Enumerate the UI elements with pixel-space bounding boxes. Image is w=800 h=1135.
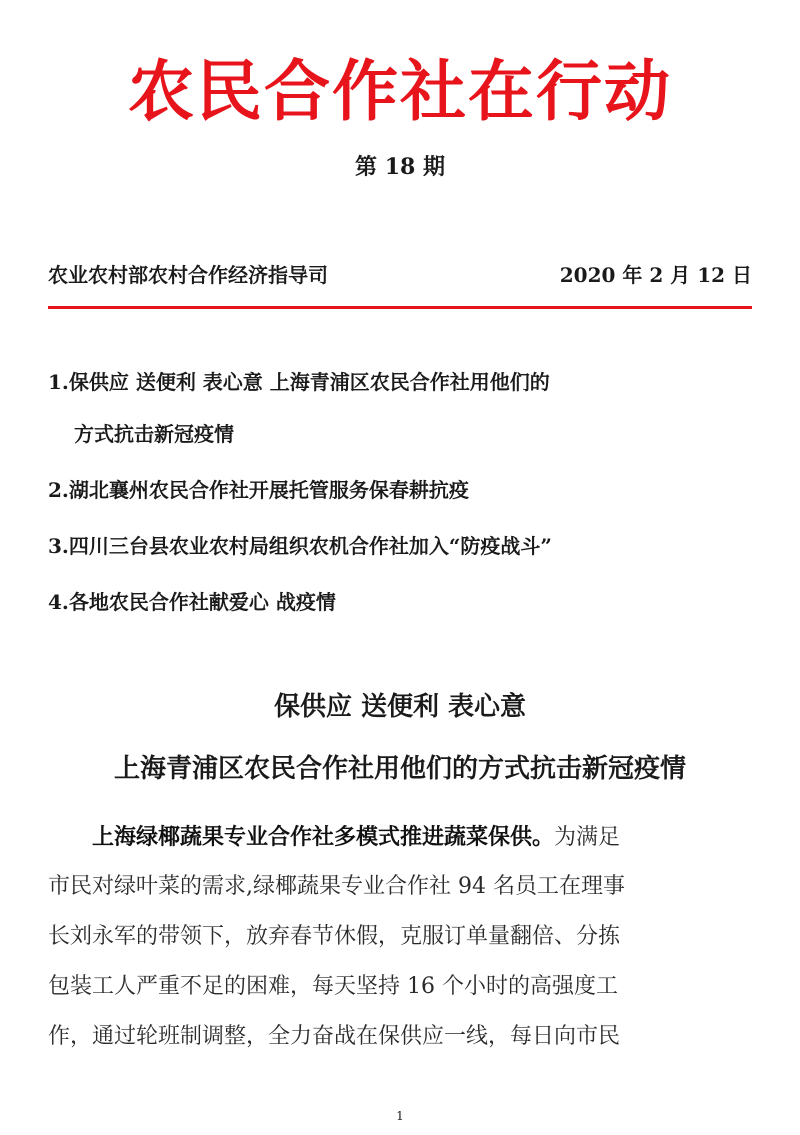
toc-item-1-line1: 1.保供应 送便利 表心意 上海青浦区农民合作社用他们的 [48,370,550,394]
article-subheadline: 上海青浦区农民合作社用他们的方式抗击新冠疫情 [113,754,686,784]
article-body [48,812,752,1062]
body-line-2: 市民对绿叶菜的需求,绿椰蔬果专业合作社 94 名员工在理事 [48,874,625,899]
body-line-4: 包装工人严重不足的困难，每天坚持 16 个小时的高强度工 [48,974,618,999]
toc-item-1-line2: 方式抗击新冠疫情 [74,422,234,446]
masthead-title: 农民合作社在行动 [128,53,672,130]
body-line-5: 作，通过轮班制调整，全力奋战在保供应一线，每日向市民 [48,1024,621,1049]
body-line-1-rest: 为满足 [554,825,621,850]
issue-number: 第 18 期 [355,154,445,180]
meta-row [48,258,752,292]
body-line-3: 长刘永军的带领下，放弃春节休假，克服订单量翻倍、分拣 [48,924,621,949]
article-headline: 保供应 送便利 表心意 [273,692,527,722]
body-line-1 [48,812,752,862]
toc-item-2[interactable]: 2.湖北襄州农民合作社开展托管服务保春耕抗疫 [48,478,469,502]
red-divider [48,306,752,309]
publish-date: 2020 年 2 月 12 日 [559,263,752,287]
toc-item-4[interactable]: 4.各地农民合作社献爱心 战疫情 [48,590,336,614]
page-number: 1 [396,1109,404,1123]
table-of-contents [48,368,752,644]
toc-item-3[interactable]: 3.四川三台县农业农村局组织农机合作社加入“防疫战斗” [48,534,552,558]
body-lead-sentence: 上海绿椰蔬果专业合作社多模式推进蔬菜保供。 [92,824,555,850]
organization-name: 农业农村部农村合作经济指导司 [48,263,328,287]
toc-item-1[interactable] [48,368,752,448]
